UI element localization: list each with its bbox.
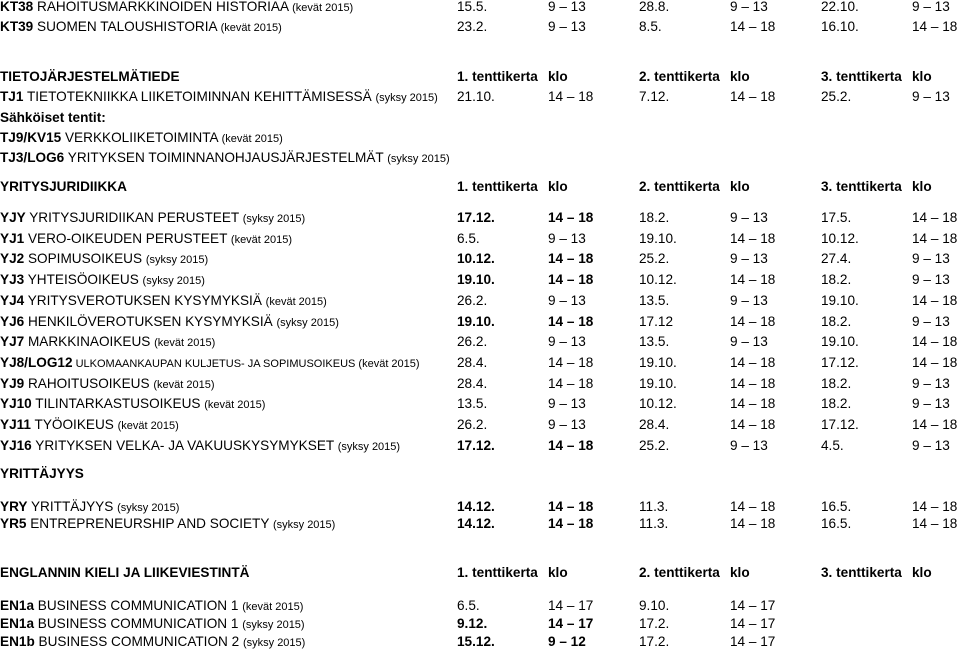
time-2: 14 – 18 <box>730 230 776 246</box>
time-2: 14 – 18 <box>730 417 776 432</box>
date-3: 16.5. <box>821 499 852 514</box>
course-name-cell <box>0 17 282 38</box>
course-row <box>0 87 960 107</box>
time-3: 9 – 13 <box>912 0 950 14</box>
date-3: 17.12. <box>821 354 859 370</box>
time-2: 14 – 18 <box>730 516 776 531</box>
date-1: 14.12. <box>457 516 495 531</box>
time-2: 9 – 13 <box>730 292 768 308</box>
date-3: 22.10. <box>821 0 859 14</box>
course-name-cell <box>0 374 215 395</box>
time-1: 14 – 18 <box>548 516 594 531</box>
date-1: 17.12. <box>457 210 495 225</box>
time-1: 9 – 12 <box>548 634 586 649</box>
date-2: 17.2. <box>639 616 670 631</box>
course-name-cell <box>0 514 335 535</box>
course-row <box>0 415 960 435</box>
course-name-cell <box>0 394 265 415</box>
date-1: 6.5. <box>457 230 480 246</box>
course-name-cell <box>0 632 305 653</box>
date-3: 18.2. <box>821 375 852 391</box>
date-3: 16.5. <box>821 516 852 531</box>
course-code: YJ9 <box>0 375 25 391</box>
section-title: TIETOJÄRJESTELMÄTIEDE <box>0 69 180 84</box>
course-code: YJ6 <box>0 313 25 329</box>
course-name: BUSINESS COMMUNICATION 2 <box>34 634 243 649</box>
course-row <box>0 436 960 456</box>
course-term: (syksy 2015) <box>242 213 306 225</box>
date-3: 19.10. <box>821 334 859 350</box>
course-name: YRITYSVEROTUKSEN KYSYMYKSIÄ <box>24 292 266 308</box>
time-1: 9 – 13 <box>548 0 586 14</box>
date-3: 27.4. <box>821 251 852 267</box>
date-3: 4.5. <box>821 437 844 453</box>
time-3: 9 – 13 <box>912 313 950 329</box>
time-1: 14 – 18 <box>548 89 594 104</box>
course-term: (kevät 2015) <box>292 2 354 14</box>
course-name: VERKKOLIIKETOIMINTA <box>61 130 222 145</box>
date-2: 13.5. <box>639 334 670 350</box>
time-2: 14 – 18 <box>730 396 776 412</box>
course-code: YJ8/LOG12 <box>0 354 73 370</box>
date-2: 13.5. <box>639 292 670 308</box>
date-3: 10.12. <box>821 230 859 246</box>
time-1: 14 – 18 <box>548 251 594 267</box>
time-3: 14 – 18 <box>912 499 958 514</box>
date-1: 15.12. <box>457 634 495 649</box>
course-row <box>0 353 960 373</box>
time-1: 14 – 17 <box>548 598 594 613</box>
time-3: 9 – 13 <box>912 375 950 391</box>
course-code: EN1a <box>0 598 35 613</box>
date-1: 21.10. <box>457 89 495 104</box>
course-code: YJ1 <box>0 230 25 246</box>
course-code: TJ9/KV15 <box>0 130 62 145</box>
course-term: (syksy 2015) <box>375 92 438 104</box>
date-2: 11.3. <box>639 499 669 514</box>
course-row <box>0 632 960 652</box>
date-1: 19.10. <box>457 313 495 329</box>
header-exam-1: 1. tenttikerta <box>457 179 538 194</box>
course-name-cell <box>0 87 438 108</box>
date-3: 19.10. <box>821 292 859 308</box>
time-3: 9 – 13 <box>912 396 950 412</box>
course-name: ENTREPRENEURSHIP AND SOCIETY <box>26 516 273 531</box>
header-klo-3: klo <box>912 69 932 84</box>
date-1: 26.2. <box>457 334 488 350</box>
course-term: (syksy 2015) <box>387 153 450 165</box>
time-1: 14 – 18 <box>548 354 594 370</box>
course-name: VERO-OIKEUDEN PERUSTEET <box>24 230 231 246</box>
course-code: YJ10 <box>0 396 32 412</box>
course-code: YJ2 <box>0 251 25 267</box>
header-exam-1: 1. tenttikerta <box>457 565 538 580</box>
course-name-cell <box>0 148 450 169</box>
date-3: 25.2. <box>821 89 852 104</box>
date-3: 17.12. <box>821 417 859 432</box>
header-exam-3: 3. tenttikerta <box>821 565 902 580</box>
section-header <box>0 464 960 484</box>
time-2: 14 – 18 <box>730 313 776 329</box>
course-row <box>0 249 960 269</box>
course-name: SUOMEN TALOUSHISTORIA <box>33 19 221 34</box>
time-2: 9 – 13 <box>730 334 768 350</box>
course-code: TJ3/LOG6 <box>0 150 65 165</box>
date-1: 6.5. <box>457 598 480 613</box>
course-name-cell <box>0 270 205 291</box>
time-2: 14 – 18 <box>730 89 776 104</box>
course-code: YR5 <box>0 516 27 531</box>
time-1: 14 – 18 <box>548 313 594 329</box>
course-code: YJY <box>0 210 26 225</box>
header-exam-2: 2. tenttikerta <box>639 69 720 84</box>
time-3: 14 – 18 <box>912 210 958 225</box>
course-code: KT39 <box>0 19 34 34</box>
course-name-cell <box>0 415 179 436</box>
course-name-cell <box>0 208 305 229</box>
course-name-cell <box>0 436 400 457</box>
date-2: 10.12. <box>639 272 677 288</box>
course-name-cell <box>0 291 327 312</box>
section-title: YRITYSJURIDIIKKA <box>0 179 127 194</box>
date-2: 9.10. <box>639 598 670 613</box>
header-exam-3: 3. tenttikerta <box>821 69 902 84</box>
date-2: 25.2. <box>639 251 670 267</box>
course-name-cell <box>0 128 283 149</box>
date-1: 26.2. <box>457 292 488 308</box>
date-1: 19.10. <box>457 272 495 288</box>
course-name-cell <box>0 312 339 333</box>
note-row <box>0 108 960 128</box>
section-header <box>0 67 960 87</box>
course-term: (syksy 2015) <box>242 619 305 631</box>
course-term: (kevät 2015) <box>204 399 266 412</box>
course-term: (kevät 2015) <box>230 233 293 246</box>
time-1: 9 – 13 <box>548 396 586 412</box>
section-header <box>0 563 960 583</box>
course-row <box>0 229 960 249</box>
time-1: 9 – 13 <box>548 292 586 308</box>
course-term: (kevät 2015) <box>153 378 215 391</box>
course-name: YRITTÄJYYS <box>27 499 118 514</box>
course-row <box>0 514 960 534</box>
course-name: SOPIMUSOIKEUS <box>24 251 146 267</box>
date-1: 14.12. <box>457 499 495 514</box>
course-row <box>0 128 960 148</box>
header-klo-3: klo <box>912 565 932 580</box>
time-1: 9 – 13 <box>548 230 586 246</box>
time-1: 14 – 18 <box>548 437 594 453</box>
course-term: (syksy 2015) <box>276 316 339 329</box>
section-title: YRITTÄJYYS <box>0 466 84 481</box>
course-row <box>0 332 960 352</box>
course-name: RAHOITUSOIKEUS <box>24 375 154 391</box>
time-2: 14 – 18 <box>730 499 776 514</box>
time-2: 14 – 17 <box>730 634 776 649</box>
course-row <box>0 17 960 37</box>
course-term: (syksy 2015) <box>337 440 401 453</box>
time-2: 14 – 17 <box>730 616 776 631</box>
time-3: 9 – 13 <box>912 251 950 267</box>
course-name: BUSINESS COMMUNICATION 1 <box>34 598 243 613</box>
time-3: 14 – 18 <box>912 19 958 34</box>
course-name: MARKKINAOIKEUS <box>24 334 155 350</box>
electronic-exams-note: Sähköiset tentit: <box>0 110 106 125</box>
time-3: 14 – 18 <box>912 230 958 246</box>
course-code: YJ11 <box>0 417 31 432</box>
course-row <box>0 312 960 332</box>
header-klo-3: klo <box>912 179 932 194</box>
time-3: 9 – 13 <box>912 437 950 453</box>
date-2: 28.8. <box>639 0 670 14</box>
course-name: YRITYKSEN VELKA- JA VAKUUSKYSYMYKSET <box>31 437 338 453</box>
course-term: (syksy 2015) <box>142 275 205 288</box>
time-2: 9 – 13 <box>730 437 768 453</box>
date-2: 10.12. <box>639 396 677 412</box>
course-row <box>0 394 960 414</box>
header-klo-1: klo <box>548 69 568 84</box>
course-name-cell <box>0 229 292 250</box>
course-code: EN1a <box>0 616 35 631</box>
time-1: 14 – 18 <box>548 375 594 391</box>
time-2: 14 – 18 <box>730 19 776 34</box>
course-row <box>0 596 960 616</box>
date-2: 19.10. <box>639 354 677 370</box>
date-1: 28.4. <box>457 354 488 370</box>
time-1: 14 – 17 <box>548 616 594 631</box>
course-row <box>0 0 960 17</box>
course-code: YJ3 <box>0 272 25 288</box>
date-3: 17.5. <box>821 210 852 225</box>
course-term: (syksy 2015) <box>242 637 306 649</box>
header-exam-3: 3. tenttikerta <box>821 179 902 194</box>
course-code: YJ7 <box>0 334 25 350</box>
date-3: 18.2. <box>821 272 852 288</box>
course-term: (kevät 2015) <box>221 133 283 145</box>
course-name-cell <box>0 0 353 18</box>
date-2: 17.12 <box>639 313 674 329</box>
time-2: 14 – 18 <box>730 272 776 288</box>
header-klo-2: klo <box>730 179 750 194</box>
date-3: 18.2. <box>821 313 852 329</box>
date-2: 7.12. <box>639 89 670 104</box>
course-name-cell <box>0 249 208 270</box>
course-term: (kevät 2015) <box>154 337 216 350</box>
course-row <box>0 291 960 311</box>
date-2: 8.5. <box>639 19 662 34</box>
date-2: 19.10. <box>639 230 677 246</box>
course-name: ULKOMAANKAUPAN KULJETUS- JA SOPIMUSOIKEUS <box>72 357 359 370</box>
time-1: 9 – 13 <box>548 334 586 350</box>
course-term: (syksy 2015) <box>145 254 209 267</box>
course-row <box>0 208 960 228</box>
time-1: 9 – 13 <box>548 19 586 34</box>
course-name: TYÖOIKEUS <box>31 417 118 432</box>
course-name: YRITYSJURIDIIKAN PERUSTEET <box>25 210 243 225</box>
date-1: 23.2. <box>457 19 488 34</box>
date-2: 28.4. <box>639 417 670 432</box>
course-code: TJ1 <box>0 89 24 104</box>
date-1: 28.4. <box>457 375 488 391</box>
header-klo-1: klo <box>548 179 568 194</box>
course-row <box>0 270 960 290</box>
time-3: 14 – 18 <box>912 417 958 432</box>
course-name: TILINTARKASTUSOIKEUS <box>31 396 205 412</box>
course-name: RAHOITUSMARKKINOIDEN HISTORIAA <box>33 0 293 14</box>
time-2: 9 – 13 <box>730 0 768 14</box>
course-name: YHTEISÖOIKEUS <box>24 272 143 288</box>
section-header <box>0 177 960 197</box>
date-1: 9.12. <box>457 616 488 631</box>
course-term: (kevät 2015) <box>117 420 179 432</box>
section-title: ENGLANNIN KIELI JA LIIKEVIESTINTÄ <box>0 565 250 580</box>
course-term: (kevät 2015) <box>265 295 327 308</box>
course-code: YJ16 <box>0 437 32 453</box>
course-term: (kevät 2015) <box>220 22 282 34</box>
date-1: 10.12. <box>457 251 495 267</box>
time-2: 9 – 13 <box>730 251 768 267</box>
course-term: (syksy 2015) <box>117 502 180 514</box>
date-1: 17.12. <box>457 437 495 453</box>
header-klo-2: klo <box>730 69 750 84</box>
date-2: 17.2. <box>639 634 670 649</box>
course-name-cell <box>0 353 420 374</box>
header-klo-1: klo <box>548 565 568 580</box>
time-2: 14 – 18 <box>730 375 776 391</box>
time-3: 9 – 13 <box>912 89 950 104</box>
date-3: 18.2. <box>821 396 852 412</box>
date-2: 11.3. <box>639 516 669 531</box>
course-code: YJ4 <box>0 292 25 308</box>
header-klo-2: klo <box>730 565 750 580</box>
date-1: 15.5. <box>457 0 488 14</box>
date-1: 13.5. <box>457 396 488 412</box>
time-1: 14 – 18 <box>548 499 594 514</box>
time-2: 14 – 17 <box>730 598 776 613</box>
date-1: 26.2. <box>457 417 488 432</box>
time-3: 14 – 18 <box>912 334 958 350</box>
course-code: KT38 <box>0 0 34 14</box>
date-2: 19.10. <box>639 375 677 391</box>
date-3: 16.10. <box>821 19 859 34</box>
header-exam-2: 2. tenttikerta <box>639 179 720 194</box>
course-code: EN1b <box>0 634 35 649</box>
time-1: 14 – 18 <box>548 272 594 288</box>
course-name: BUSINESS COMMUNICATION 1 <box>34 616 243 631</box>
course-name: HENKILÖVEROTUKSEN KYSYMYKSIÄ <box>24 313 277 329</box>
course-term: (kevät 2015) <box>242 601 304 613</box>
course-row <box>0 374 960 394</box>
course-code: YRY <box>0 499 28 514</box>
time-2: 9 – 13 <box>730 210 768 225</box>
date-2: 18.2. <box>639 210 670 225</box>
time-1: 14 – 18 <box>548 210 594 225</box>
header-exam-1: 1. tenttikerta <box>457 69 538 84</box>
course-row <box>0 148 960 168</box>
time-2: 14 – 18 <box>730 354 776 370</box>
time-3: 14 – 18 <box>912 516 958 531</box>
date-2: 25.2. <box>639 437 670 453</box>
course-row <box>0 614 960 634</box>
time-3: 14 – 18 <box>912 292 958 308</box>
course-name-cell <box>0 332 215 353</box>
course-name: TIETOTEKNIIKKA LIIKETOIMINNAN KEHITTÄMISESSÄ <box>23 89 376 104</box>
time-1: 9 – 13 <box>548 417 586 432</box>
course-term: (syksy 2015) <box>272 519 336 531</box>
course-name: YRITYKSEN TOIMINNANOHJAUSJÄRJESTELMÄT <box>64 150 388 165</box>
time-3: 9 – 13 <box>912 272 950 288</box>
course-term: (kevät 2015) <box>358 357 420 370</box>
header-exam-2: 2. tenttikerta <box>639 565 720 580</box>
time-3: 14 – 18 <box>912 354 958 370</box>
